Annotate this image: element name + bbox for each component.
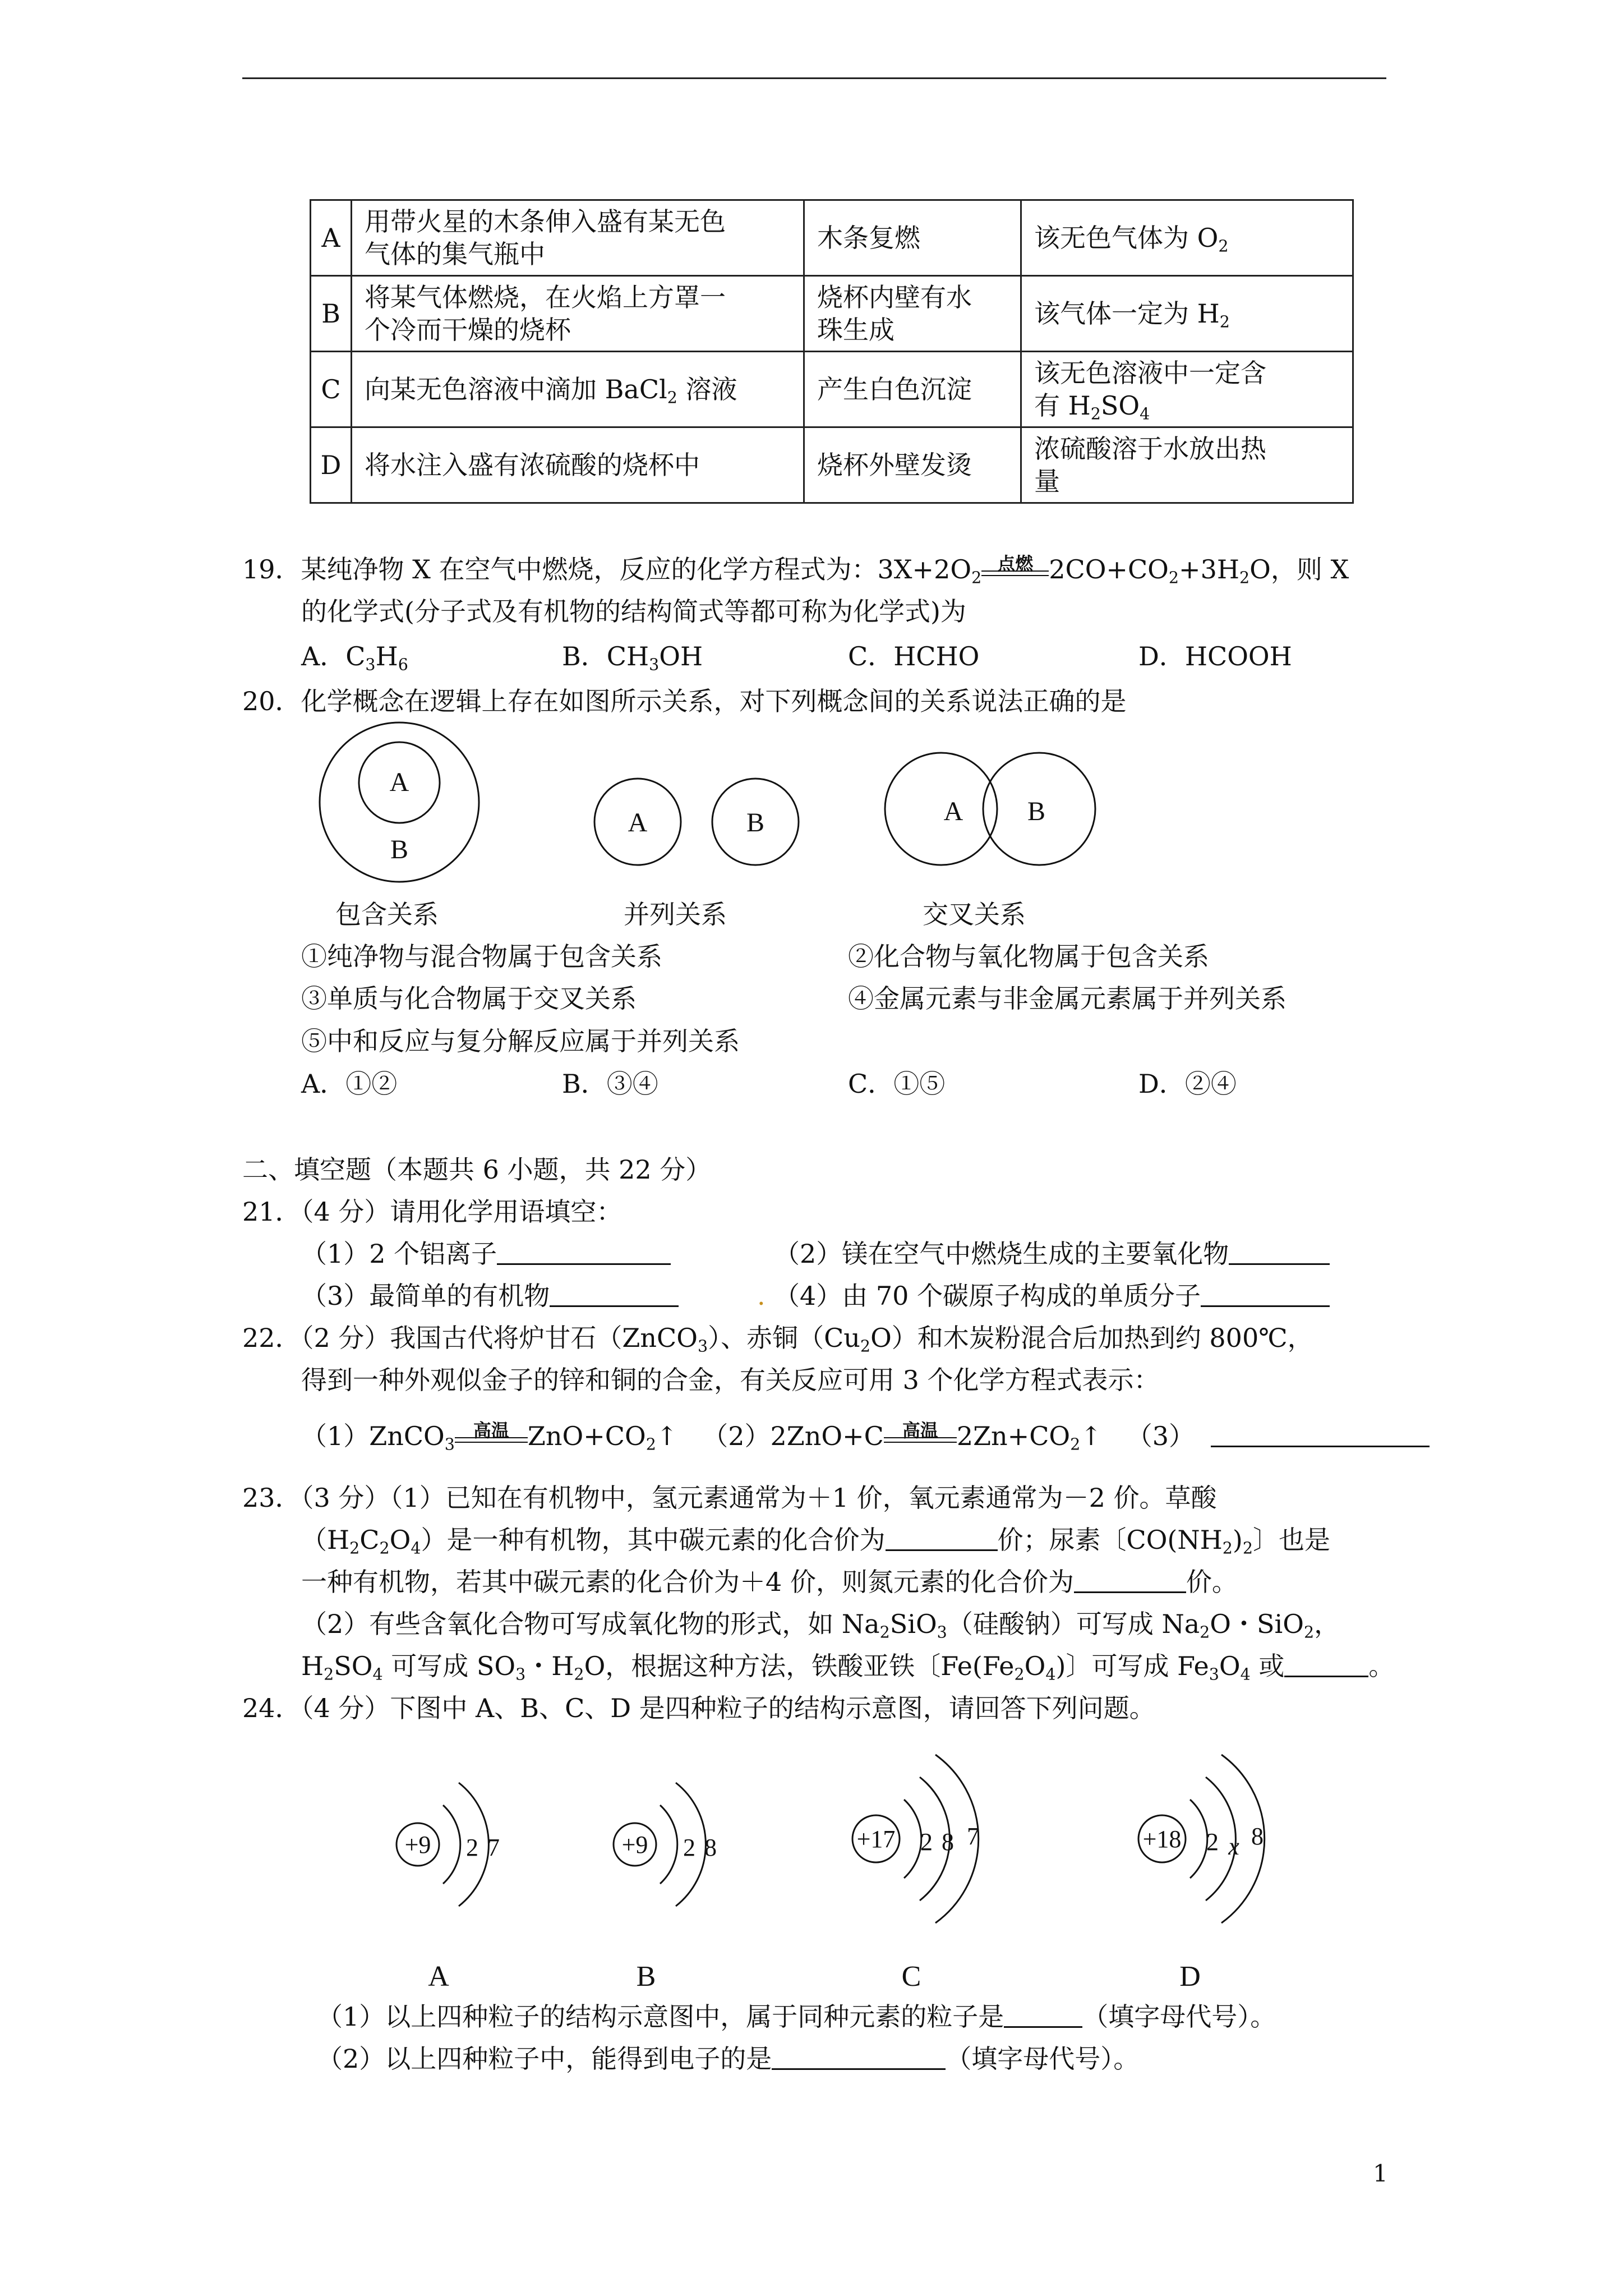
shell-electrons: 8 — [942, 1828, 954, 1856]
table-row — [311, 200, 1353, 276]
nucleus-charge: +18 — [1142, 1825, 1182, 1853]
q24-sub2: （2）以上四种粒子中，能得到电子的是 （填字母代号）。 — [317, 2044, 1140, 2074]
row-label: C — [311, 352, 352, 427]
q23-line3: 一种有机物，若其中碳元素的化合价为＋4 价，则氮元素的化合价为 价。 — [301, 1567, 1238, 1597]
shell-electrons: 8 — [704, 1834, 717, 1861]
answer-blank[interactable] — [772, 2042, 946, 2070]
row-label: B — [311, 276, 352, 352]
phenomenon-cell: 烧杯内壁有水 珠生成 — [804, 276, 1021, 352]
table-row — [311, 427, 1353, 503]
q19-option-a[interactable]: A．$C_3H_6$ — [301, 641, 408, 674]
q19-line1: 19．某纯净物 X 在空气中燃烧，反应的化学方程式为：$3X+2O_2$ 点燃 $2CO+CO_2+3H_2O$，则 X — [242, 553, 1349, 587]
q20-statement-1: ①纯净物与混合物属于包含关系 — [301, 941, 662, 972]
conclusion-cell: 该无色溶液中一定含 有 $H_2SO_4$ — [1021, 352, 1353, 427]
q24-sub1: （1）以上四种粒子的结构示意图中，属于同种元素的粒子是 （填字母代号）。 — [317, 2001, 1276, 2032]
answer-blank[interactable] — [1284, 1650, 1368, 1677]
operation-cell: 将水注入盛有浓硫酸的烧杯中 — [352, 427, 804, 503]
caption-intersection: 交叉关系 — [923, 899, 1026, 930]
atom-label: A — [428, 1961, 449, 1993]
q21-item-2: （2）镁在空气中燃烧生成的主要氧化物 — [774, 1237, 1330, 1271]
q20-line1: 20．化学概念在逻辑上存在如图所示关系，对下列概念间的关系说法正确的是 — [242, 686, 1127, 716]
q19-option-b[interactable]: B．$CH_3OH$ — [562, 641, 703, 674]
caption-inclusion: 包含关系 — [335, 899, 439, 930]
nucleus-charge: +9 — [621, 1831, 648, 1858]
reaction-condition: 高温 — [455, 1419, 528, 1453]
stray-dot: . — [757, 1281, 766, 1311]
shell-electrons: 8 — [1251, 1823, 1264, 1850]
q19-option-c[interactable]: C．HCHO — [848, 641, 980, 671]
experiment-table — [310, 199, 1354, 504]
conclusion-cell: 浓硫酸溶于水放出热 量 — [1021, 427, 1353, 503]
atom-label: C — [901, 1961, 921, 1993]
q23-line5: $H_2SO_4$ 可写成 $SO_3$・$H_2O$，根据这种方法，铁酸亚铁〔$Fe(Fe_2O_4)$〕可写成 $Fe_3O_4$ 或 。 — [301, 1651, 1395, 1684]
q23-line2: $(H_2C_2O_4)$是一种有机物，其中碳元素的化合价为 价；尿素〔$CO(NH_2)_2$〕也是 — [301, 1525, 1331, 1558]
q20-option-c[interactable]: C．①⑤ — [848, 1069, 946, 1099]
operation-cell: 将某气体燃烧，在火焰上方罩一 个冷而干燥的烧杯 — [352, 276, 804, 352]
phenomenon-cell: 产生白色沉淀 — [804, 352, 1021, 427]
answer-blank[interactable] — [886, 1524, 998, 1551]
answer-blank[interactable] — [1074, 1566, 1186, 1593]
q23-line1: 23．（3 分）（1）已知在有机物中，氢元素通常为＋1 价，氧元素通常为－2 价。草酸 — [242, 1483, 1217, 1513]
atom-label: B — [636, 1961, 656, 1993]
q21-item-4: （4）由 70 个碳原子构成的单质分子 — [774, 1279, 1330, 1313]
reaction-condition: 点燃 — [981, 553, 1049, 586]
q20-statement-5: ⑤中和反应与复分解反应属于并列关系 — [301, 1026, 740, 1056]
q20-statement-2: ②化合物与氧化物属于包含关系 — [848, 941, 1209, 972]
q19-line2: 的化学式(分子式及有机物的结构简式等都可称为化学式)为 — [301, 596, 966, 627]
label-a: A — [628, 808, 648, 838]
operation-cell: 向某无色溶液中滴加 BaCl$_2$ 溶液 — [352, 352, 804, 427]
answer-blank[interactable] — [1211, 1420, 1430, 1447]
answer-blank[interactable] — [1201, 1280, 1330, 1307]
caption-parallel: 并列关系 — [624, 899, 727, 930]
row-label: D — [311, 427, 352, 503]
table-row — [311, 352, 1353, 427]
shell-electrons: 2 — [683, 1834, 695, 1861]
label-b: B — [1027, 797, 1046, 826]
q21-line1: 21．（4 分）请用化学用语填空： — [242, 1197, 623, 1227]
answer-blank[interactable] — [497, 1237, 671, 1265]
table-row — [311, 276, 1353, 352]
reaction-condition: 高温 — [884, 1419, 957, 1453]
shell-electrons: x — [1228, 1833, 1239, 1860]
shell-electrons: 7 — [487, 1834, 500, 1861]
q24-line1: 24．（4 分）下图中 A、B、C、D 是四种粒子的结构示意图，请回答下列问题。 — [242, 1693, 1155, 1723]
q20-statement-4: ④金属元素与非金属元素属于并列关系 — [848, 983, 1287, 1014]
phenomenon-cell: 木条复燃 — [804, 200, 1021, 276]
shell-electrons: 2 — [466, 1834, 478, 1861]
nucleus-charge: +9 — [404, 1831, 431, 1858]
q20-option-a[interactable]: A．①② — [301, 1069, 398, 1099]
operation-cell: 用带火星的木条伸入盛有某无色 气体的集气瓶中 — [352, 200, 804, 276]
nucleus-charge: +17 — [856, 1825, 896, 1853]
label-b: B — [746, 808, 765, 838]
q21-item-1: （1）2 个铝离子 — [301, 1237, 671, 1271]
shell-electrons: 7 — [967, 1823, 979, 1850]
answer-blank[interactable] — [1229, 1237, 1330, 1265]
row-label: A — [311, 200, 352, 276]
q19-option-d[interactable]: D．HCOOH — [1138, 641, 1292, 671]
conclusion-cell: 该气体一定为 $H_2$ — [1021, 276, 1353, 352]
shell-electrons: 2 — [920, 1828, 933, 1856]
label-a: A — [389, 767, 409, 797]
header-rule — [242, 77, 1386, 79]
q22-line2: 得到一种外观似金子的锌和铜的合金，有关反应可用 3 个化学方程式表示： — [301, 1365, 1160, 1395]
label-a: A — [943, 797, 963, 826]
phenomenon-cell: 烧杯外壁发烫 — [804, 427, 1021, 503]
label-b: B — [390, 835, 409, 864]
intersect-circle-a — [885, 753, 997, 865]
answer-blank[interactable] — [1004, 2000, 1082, 2028]
page-number: 1 — [1373, 2160, 1388, 2187]
q23-line4: （2）有些含氧化合物可写成氧化物的形式，如 $Na_2SiO_3$（硅酸钠）可写成 $Na_2O$・SiO$_2$， — [301, 1609, 1340, 1642]
q22-equations: （1）ZnCO$_3$ 高温 $ZnO+CO_2↑$ （2）2ZnO+C 高温 $2Zn+CO_2↑$ （3） — [301, 1419, 1430, 1453]
q20-statement-3: ③单质与化合物属于交叉关系 — [301, 983, 637, 1014]
q22-line1: 22．（2 分）我国古代将炉甘石（ZnCO$_3$）、赤铜$(Cu_2O)$和木炭粉混合后加热到约 800℃， — [242, 1323, 1313, 1356]
q20-option-b[interactable]: B．③④ — [562, 1069, 658, 1099]
atom-label: D — [1179, 1961, 1201, 1993]
q20-option-d[interactable]: D．②④ — [1138, 1069, 1237, 1099]
answer-blank[interactable] — [550, 1280, 679, 1307]
shell-electrons: 2 — [1206, 1828, 1219, 1856]
section-heading: 二、填空题（本题共 6 小题，共 22 分） — [242, 1154, 712, 1185]
q21-item-3: （3）最简单的有机物 — [301, 1279, 679, 1313]
conclusion-cell: 该无色气体为 $O_2$ — [1021, 200, 1353, 276]
